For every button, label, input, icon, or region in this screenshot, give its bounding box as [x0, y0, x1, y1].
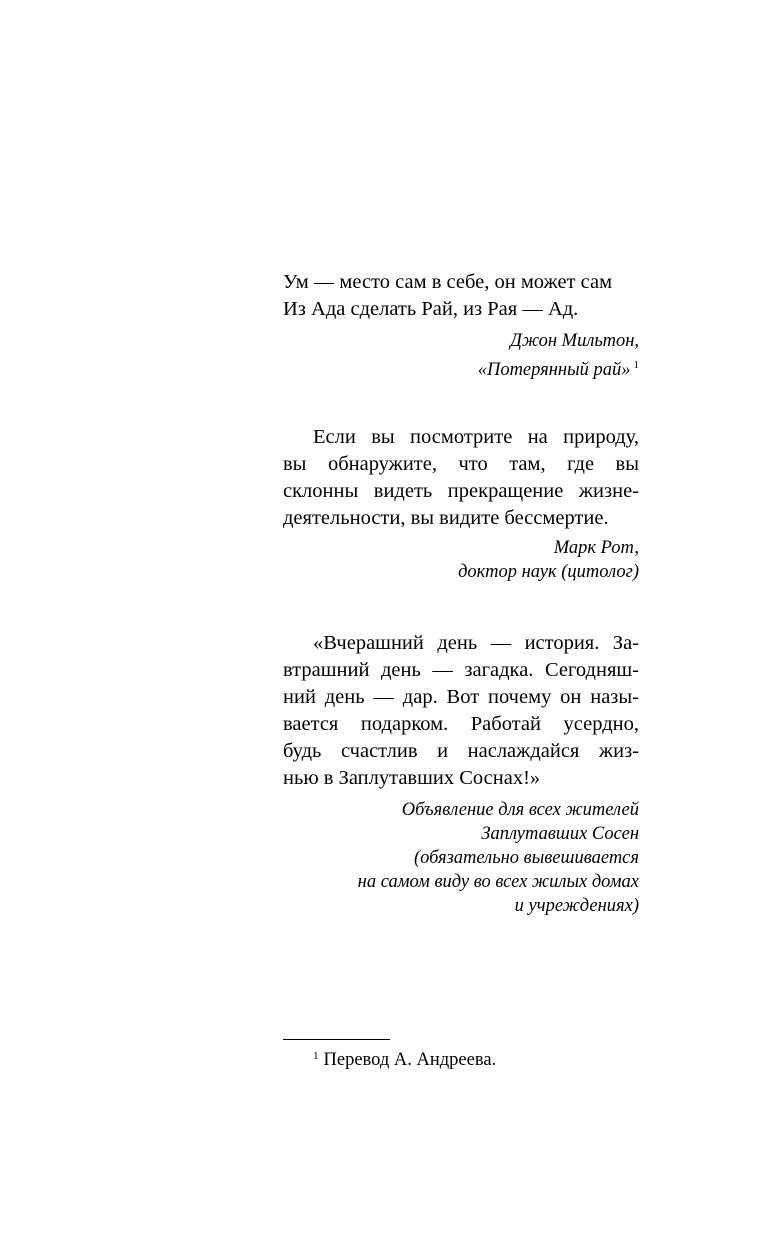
footnote: [313, 1043, 496, 1073]
epigraph-line: склонны видеть прекращение жизне-: [283, 480, 639, 502]
footnote-reference: 1: [633, 359, 639, 371]
epigraph-line: ний день — дар. Вот почему он назы-: [283, 686, 639, 708]
epigraph-line: деятельности, вы видите бессмертие.: [283, 507, 609, 529]
attribution-line: Объявление для всех жителей: [401, 800, 639, 820]
epigraph-line: нью в Заплутавших Соснах!»: [283, 767, 541, 789]
epigraph-announcement: [283, 630, 639, 792]
epigraph-line: вается подарком. Работай усердно,: [283, 713, 639, 735]
epigraph-line: Ум — место сам в себе, он может сам: [283, 271, 613, 293]
epigraph-roth: [283, 424, 639, 532]
epigraph-line: Из Ада сделать Рай, из Рая — Ад.: [283, 298, 579, 320]
epigraph-milton-attribution: [283, 329, 639, 382]
epigraph-line: «Вчерашний день — история. За-: [313, 632, 639, 654]
epigraph-announcement-attribution: [283, 798, 639, 918]
attribution-line: на самом виду во всех жилых домах: [357, 872, 639, 892]
attribution-line: доктор наук (цитолог): [458, 562, 639, 582]
attribution-line-with-ref: [283, 353, 639, 382]
epigraph-line: втрашний день — загадка. Сегодняш-: [283, 659, 639, 681]
attribution-line: Заплутавших Сосен: [481, 824, 639, 844]
footnote-divider: [283, 1039, 390, 1040]
attribution-line: (обязательно вывешивается: [413, 848, 639, 868]
attribution-line: и учреждениях): [514, 896, 639, 916]
epigraph-line: будь счастлив и наслаждайся жиз-: [283, 740, 639, 762]
epigraph-roth-attribution: [283, 536, 639, 584]
epigraph-line: Если вы посмотрите на природу,: [313, 426, 639, 448]
footnote-text: Перевод А. Андреева.: [323, 1050, 497, 1070]
epigraph-line: вы обнаружите, что там, где вы: [283, 453, 639, 475]
attribution-line: Марк Рот,: [553, 538, 639, 558]
footnote-mark: 1: [313, 1050, 319, 1062]
attribution-line: Джон Мильтон,: [510, 331, 639, 351]
attribution-text: «Потерянный рай»: [477, 360, 631, 380]
epigraph-milton: [283, 269, 639, 323]
